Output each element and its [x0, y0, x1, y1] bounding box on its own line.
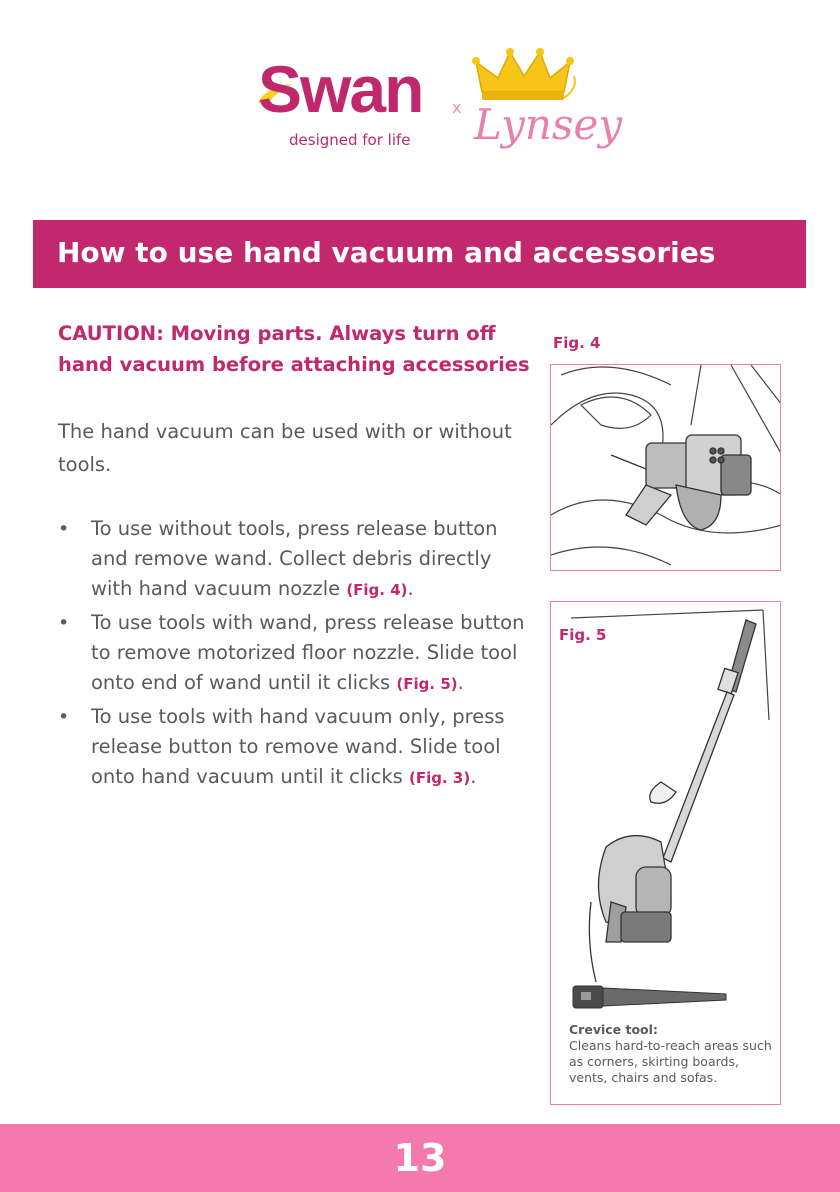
list-item-text: To use tools with hand vacuum only, press release button to remove wand. Slide tool onto hand vacuum until it clicks: [91, 705, 505, 788]
fig4-label: Fig. 4: [553, 334, 601, 352]
bullet-icon: •: [58, 612, 70, 634]
fig5-illustration: [550, 601, 781, 1105]
bullet-icon: •: [58, 518, 70, 540]
instruction-list: [58, 514, 536, 796]
list-item-end: .: [457, 671, 464, 694]
vacuum-with-crevice-tool-illustration: [551, 602, 781, 1012]
figure-reference: (Fig. 4): [346, 581, 408, 599]
swan-logo: Swan: [258, 52, 423, 126]
list-item-end: .: [470, 765, 477, 788]
figure-reference: (Fig. 3): [409, 769, 471, 787]
list-item-end: .: [407, 577, 414, 600]
section-title: How to use hand vacuum and accessories: [57, 236, 716, 269]
list-item-text: To use tools with wand, press release button to remove motorized floor nozzle. Slide tool onto end of wand until it clicks: [91, 611, 525, 694]
figure-reference: (Fig. 5): [396, 675, 458, 693]
list-item: [58, 702, 536, 793]
list-item: [58, 608, 536, 699]
crevice-caption: [569, 1022, 781, 1086]
crevice-description: Cleans hard-to-reach areas such as corners, skirting boards, vents, chairs and sofas.: [569, 1038, 772, 1085]
section-banner: [33, 220, 806, 288]
logo-area: [0, 0, 840, 200]
crown-icon: [470, 48, 580, 108]
crevice-title: Crevice tool:: [569, 1022, 658, 1037]
fig4-illustration: [550, 364, 781, 571]
car-interior-illustration: [551, 365, 781, 571]
lynsey-logo: Lynsey: [474, 100, 623, 149]
bullet-icon: •: [58, 706, 70, 728]
list-item: [58, 514, 536, 605]
crevice-tool-icon: [571, 982, 731, 1012]
fig5-label: Fig. 5: [559, 626, 607, 644]
list-item-text: To use without tools, press release button and remove wand. Collect debris directly with hand vacuum nozzle: [91, 517, 498, 600]
caution-text: CAUTION: Moving parts. Always turn off hand vacuum before attaching accessories: [58, 322, 530, 376]
logo-separator: x: [452, 98, 462, 117]
swan-tagline: designed for life: [289, 131, 411, 149]
page-footer: [0, 1124, 840, 1192]
intro-text: The hand vacuum can be used with or without tools.: [58, 420, 512, 476]
page-number: 13: [393, 1136, 447, 1180]
